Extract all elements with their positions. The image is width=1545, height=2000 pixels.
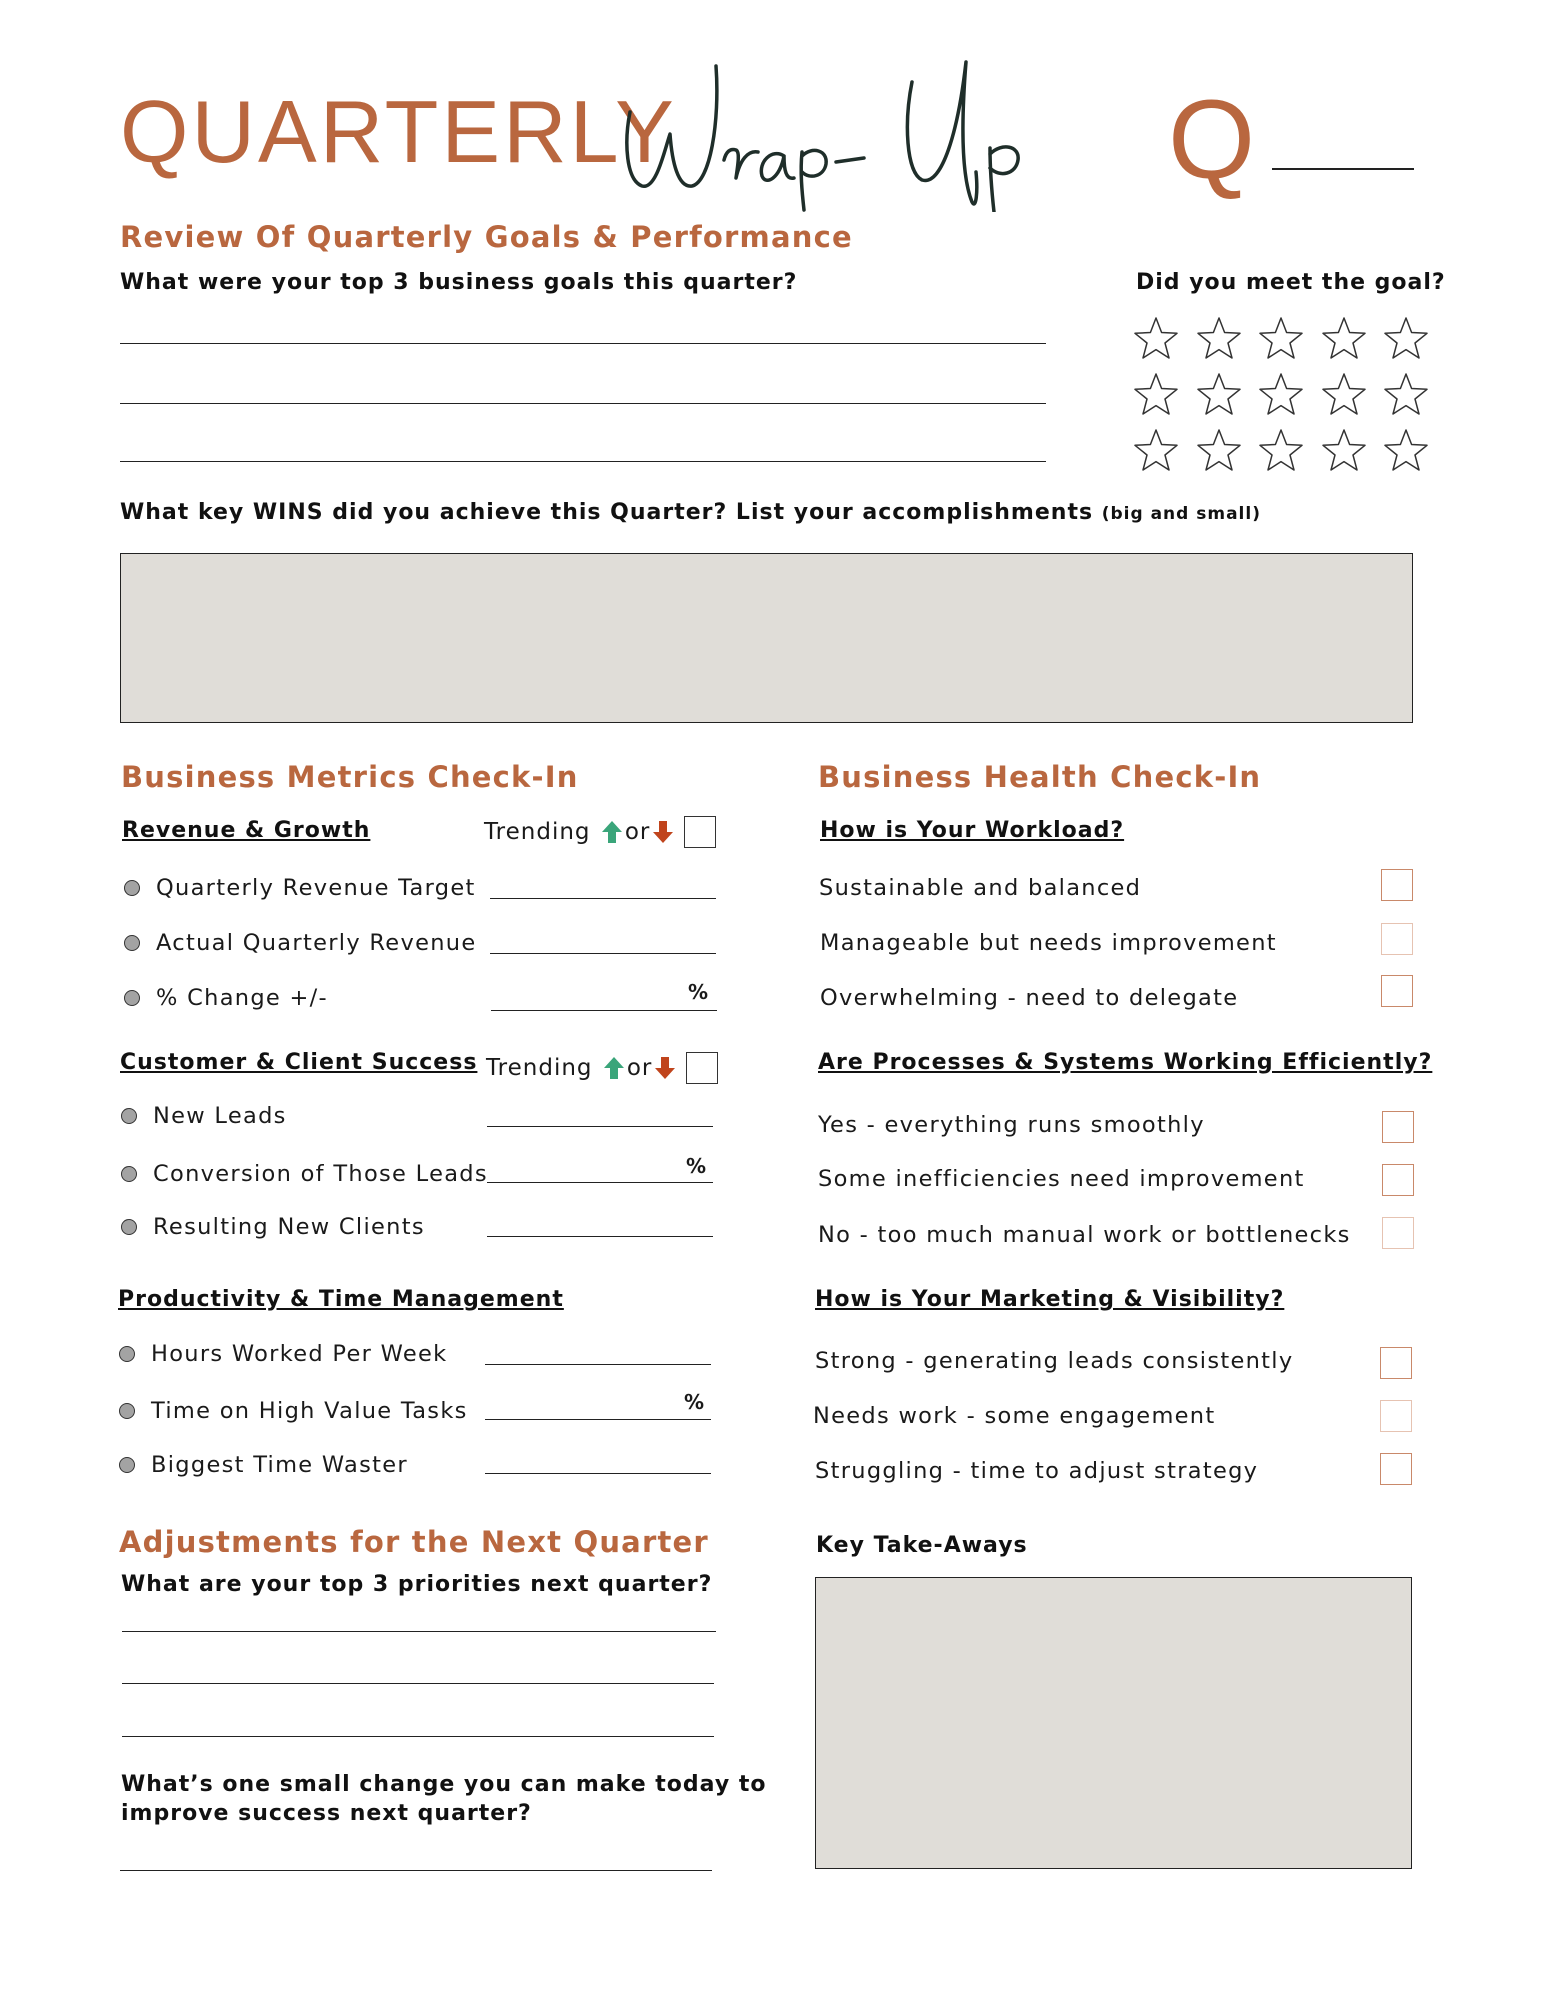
customer-trending: Trending or	[486, 1052, 718, 1084]
star-icon[interactable]	[1383, 316, 1429, 362]
arrow-up-icon	[601, 820, 623, 844]
revenue-target-field[interactable]	[490, 898, 716, 899]
marketing-title: How is Your Marketing & Visibility?	[815, 1287, 1285, 1312]
metric-item: % Change +/-	[124, 985, 328, 1011]
bullet-icon	[124, 990, 140, 1006]
meet-goal-question: Did you meet the goal?	[1136, 270, 1446, 295]
bullet-icon	[119, 1457, 135, 1473]
star-rating-row	[1133, 428, 1429, 474]
goal-line-3[interactable]	[120, 461, 1046, 462]
goal-line-2[interactable]	[120, 403, 1046, 404]
option-label: Overwhelming - need to delegate	[820, 985, 1239, 1011]
metric-item: Actual Quarterly Revenue	[124, 930, 476, 956]
goal-rating-stars	[1133, 316, 1429, 484]
bullet-icon	[121, 1166, 137, 1182]
workload-checkbox-3[interactable]	[1381, 975, 1413, 1007]
arrow-down-icon	[652, 820, 674, 844]
option-label: Needs work - some engagement	[813, 1403, 1216, 1429]
goals-question: What were your top 3 business goals this quarter?	[120, 270, 798, 295]
page-title: QUARTERLY	[120, 82, 677, 181]
takeaways-text-box[interactable]	[815, 1577, 1412, 1869]
high-value-tasks-field[interactable]	[485, 1419, 711, 1420]
priorities-question: What are your top 3 priorities next quarter?	[121, 1572, 713, 1597]
adjustments-heading: Adjustments for the Next Quarter	[119, 1525, 709, 1559]
star-icon[interactable]	[1133, 428, 1179, 474]
new-leads-field[interactable]	[487, 1126, 713, 1127]
star-icon[interactable]	[1258, 428, 1304, 474]
marketing-checkbox-2[interactable]	[1380, 1400, 1412, 1432]
option-label: No - too much manual work or bottlenecks	[818, 1222, 1351, 1248]
bullet-icon	[121, 1219, 137, 1235]
priority-line-3[interactable]	[122, 1736, 714, 1737]
metric-item: Hours Worked Per Week	[119, 1341, 447, 1367]
star-rating-row	[1133, 372, 1429, 418]
bullet-icon	[124, 880, 140, 896]
star-rating-row	[1133, 316, 1429, 362]
revenue-growth-title: Revenue & Growth	[122, 818, 371, 843]
star-icon[interactable]	[1321, 316, 1367, 362]
metrics-heading: Business Metrics Check-In	[121, 760, 579, 794]
star-icon[interactable]	[1196, 372, 1242, 418]
metric-item: Time on High Value Tasks	[119, 1398, 468, 1424]
option-label: Struggling - time to adjust strategy	[815, 1458, 1259, 1484]
productivity-title: Productivity & Time Management	[118, 1287, 564, 1312]
arrow-up-icon	[603, 1056, 625, 1080]
conversion-field[interactable]	[487, 1182, 713, 1183]
metric-item: Quarterly Revenue Target	[124, 875, 476, 901]
takeaways-label: Key Take-Aways	[816, 1533, 1028, 1558]
processes-checkbox-2[interactable]	[1382, 1164, 1414, 1196]
metric-item: Biggest Time Waster	[119, 1452, 408, 1478]
star-icon[interactable]	[1258, 372, 1304, 418]
workload-checkbox-2[interactable]	[1381, 923, 1413, 955]
quarter-number-field[interactable]	[1272, 168, 1414, 170]
option-label: Manageable but needs improvement	[820, 930, 1277, 956]
time-waster-field[interactable]	[485, 1473, 711, 1474]
star-icon[interactable]	[1321, 372, 1367, 418]
star-icon[interactable]	[1383, 428, 1429, 474]
metric-item: Resulting New Clients	[121, 1214, 425, 1240]
metric-item: New Leads	[121, 1103, 287, 1129]
goal-line-1[interactable]	[120, 343, 1046, 344]
change-answer-line[interactable]	[120, 1870, 712, 1871]
priority-line-2[interactable]	[122, 1683, 714, 1684]
percent-sign: %	[684, 1390, 705, 1414]
marketing-checkbox-1[interactable]	[1380, 1347, 1412, 1379]
wrap-up-script-title	[612, 52, 1052, 212]
new-clients-field[interactable]	[487, 1236, 713, 1237]
metric-item: Conversion of Those Leads	[121, 1161, 488, 1187]
star-icon[interactable]	[1133, 316, 1179, 362]
star-icon[interactable]	[1258, 316, 1304, 362]
health-heading: Business Health Check-In	[818, 760, 1262, 794]
change-question: What’s one small change you can make today to improve success next quarter?	[121, 1772, 767, 1826]
bullet-icon	[119, 1346, 135, 1362]
workload-checkbox-1[interactable]	[1381, 869, 1413, 901]
option-label: Yes - everything runs smoothly	[818, 1112, 1205, 1138]
revenue-trend-checkbox[interactable]	[684, 816, 716, 848]
percent-sign: %	[688, 980, 709, 1004]
bullet-icon	[124, 935, 140, 951]
bullet-icon	[119, 1403, 135, 1419]
star-icon[interactable]	[1133, 372, 1179, 418]
bullet-icon	[121, 1108, 137, 1124]
processes-checkbox-3[interactable]	[1382, 1217, 1414, 1249]
customer-success-title: Customer & Client Success	[120, 1050, 478, 1075]
quarter-label: Q	[1168, 77, 1256, 202]
marketing-checkbox-3[interactable]	[1380, 1453, 1412, 1485]
actual-revenue-field[interactable]	[490, 953, 716, 954]
percent-change-field[interactable]	[491, 1010, 717, 1011]
wins-text-box[interactable]	[120, 553, 1413, 723]
star-icon[interactable]	[1196, 428, 1242, 474]
arrow-down-icon	[654, 1056, 676, 1080]
review-heading: Review Of Quarterly Goals & Performance	[120, 220, 853, 254]
option-label: Some inefficiencies need improvement	[818, 1166, 1305, 1192]
revenue-trending: Trending or	[484, 816, 716, 848]
wins-question: What key WINS did you achieve this Quarter? List your accomplishments (big and small)	[120, 500, 1261, 525]
option-label: Strong - generating leads consistently	[815, 1348, 1294, 1374]
percent-sign: %	[686, 1154, 707, 1178]
star-icon[interactable]	[1196, 316, 1242, 362]
priority-line-1[interactable]	[122, 1631, 716, 1632]
processes-title: Are Processes & Systems Working Efficiently?	[818, 1050, 1433, 1075]
star-icon[interactable]	[1321, 428, 1367, 474]
customer-trend-checkbox[interactable]	[686, 1052, 718, 1084]
star-icon[interactable]	[1383, 372, 1429, 418]
option-label: Sustainable and balanced	[819, 875, 1142, 901]
processes-checkbox-1[interactable]	[1382, 1111, 1414, 1143]
hours-worked-field[interactable]	[485, 1364, 711, 1365]
workload-title: How is Your Workload?	[820, 818, 1125, 843]
